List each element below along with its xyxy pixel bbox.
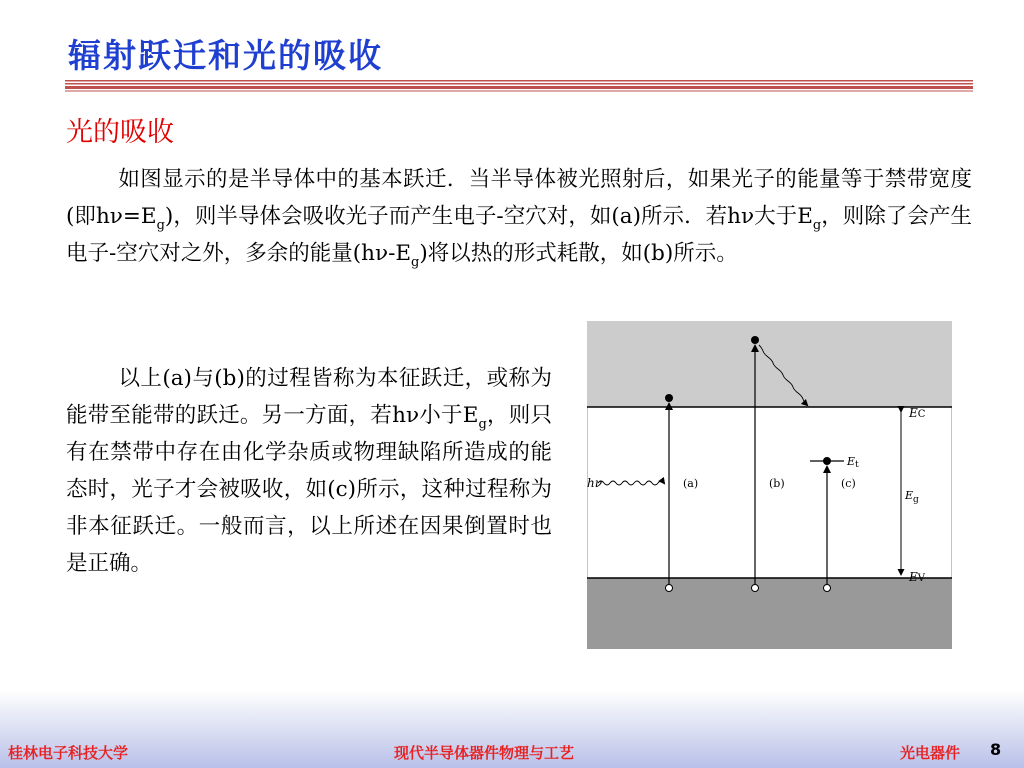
- page-number: 8: [990, 740, 1002, 759]
- footer-university: 桂林电子科技大学: [8, 744, 129, 762]
- photon-label: hν: [587, 476, 603, 490]
- para1-sub-3: g: [411, 255, 420, 270]
- para1-text-3: ，则除了会产生电子-空穴对之外，多余的能量(hν-E: [66, 204, 972, 266]
- para2-text-1: 以上(a)与(b)的过程皆称为本征跃迁，或称为能带至能带的跃迁。另一方面，若hν小于E: [66, 366, 552, 428]
- valence-band: [587, 578, 952, 649]
- ev-label: EV: [909, 570, 925, 584]
- label-a: (a): [683, 477, 699, 490]
- para2-sub-1: g: [478, 417, 487, 432]
- paragraph-transitions: [66, 360, 552, 582]
- paragraph-intro: [66, 161, 972, 272]
- label-c: (c): [841, 477, 856, 490]
- para1-text-2: )，则半导体会吸收光子而产生电子-空穴对，如(a)所示．若hν大于E: [164, 204, 813, 229]
- ec-label: EC: [909, 406, 926, 420]
- para1-text-4: )将以热的形式耗散，如(b)所示。: [419, 241, 738, 266]
- para1-text-1: 如图显示的是半导体中的基本跃迁．当半导体被光照射后，如果光子的能量等于禁带宽度(即hν=E: [66, 167, 972, 229]
- para2-text-2: ，则只有在禁带中存在由化学杂质或物理缺陷所造成的能态时，光子才会被吸收，如(c)所示，这种过程称为非本征跃迁。一般而言，以上所述在因果倒置时也是正确。: [66, 403, 552, 576]
- para1-sub-1: g: [156, 218, 165, 233]
- eg-label: $E_g$: [905, 489, 919, 505]
- et-label: Et: [847, 455, 859, 470]
- hole-b: [752, 585, 759, 592]
- electron-a: [665, 394, 673, 402]
- electron-b: [751, 336, 759, 344]
- slide-title: 辐射跃迁和光的吸收: [68, 36, 383, 75]
- section-heading: 光的吸收: [66, 117, 174, 148]
- band-transition-diagram: [587, 321, 952, 649]
- para1-sub-2: g: [812, 218, 822, 233]
- footer-course: 现代半导体器件物理与工艺: [394, 744, 575, 762]
- conduction-band: [587, 321, 952, 407]
- footer-chapter: 光电器件: [900, 744, 961, 762]
- label-b: (b): [769, 477, 785, 490]
- hole-a: [666, 585, 673, 592]
- hole-c: [824, 585, 831, 592]
- title-underline: [65, 80, 973, 92]
